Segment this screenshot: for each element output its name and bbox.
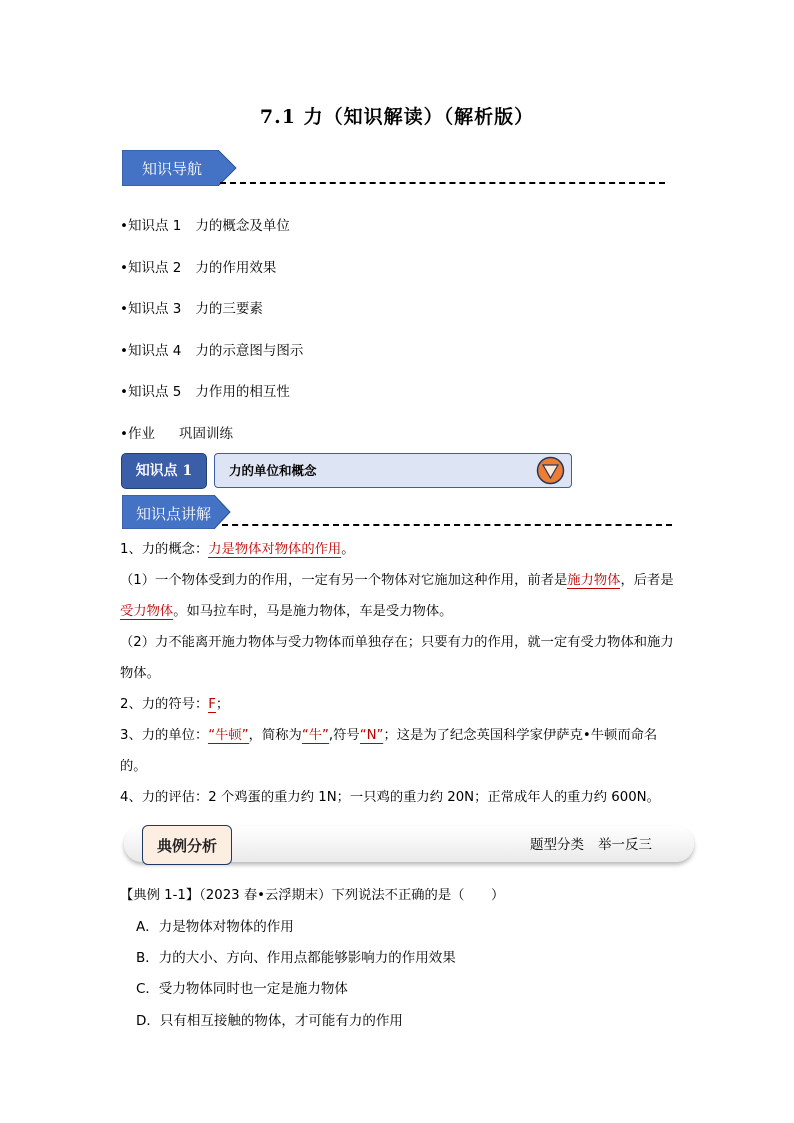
paragraph [120,565,676,627]
highlight: “牛顿” [208,728,249,743]
option-b: B．力的大小、方向、作用点都能够影响力的作用效果 [136,950,456,966]
text: 3、力的单位： [120,728,209,743]
text: 。 [341,542,355,557]
kp-badge: 知识点 1 [121,453,207,489]
text: 2、力的符号： [120,697,209,712]
toc-item [120,256,276,276]
toc-text: 力的三要素 [195,301,263,317]
text: 题型分类 [530,837,584,853]
page-title: 7.1 力（知识解读）（解析版） [259,106,535,128]
highlight: 受力物体 [120,604,174,619]
explain-banner-label: 知识点讲解 [136,505,212,523]
question-stem: 【典例 1-1】（2023 春•云浮期末）下列说法不正确的是（ ） [120,888,505,903]
paragraph: （2）力不能离开施力物体与受力物体而单独存在；只要有力的作用，就一定有受力物体和施力物体。 [120,635,674,681]
divider [220,182,665,184]
toc-text: 力的概念及单位 [195,218,290,234]
highlight: F [208,697,216,712]
highlight: “N” [359,728,384,743]
toc-label: •知识点 1 [120,218,182,234]
toc-text: 力的作用效果 [195,260,277,276]
example-subtitle [530,833,652,853]
divider [222,524,672,526]
paragraph [120,720,676,782]
toc-item [120,214,290,234]
toc-item [120,297,263,317]
toc-text: 力的示意图与图示 [195,343,304,359]
option-a: A．力是物体对物体的作用 [136,919,294,935]
kp-title: 力的单位和概念 [229,463,317,478]
text: 举一反三 [598,837,652,853]
toc-item [120,380,290,400]
toc-item [120,422,233,442]
paragraph: 4、力的评估：2 个鸡蛋的重力约 1N；一只鸡的重力约 20N；正常成年人的重力约 600N。 [120,790,660,805]
nav-banner [122,150,238,186]
text: ，简称为 [248,728,302,743]
paragraph [120,534,676,565]
toc-label: •作业 [120,426,155,442]
toc-label: •知识点 4 [120,343,182,359]
toc-text: 巩固训练 [178,426,233,442]
highlight: 施力物体 [567,573,621,588]
toc-item [120,339,303,359]
text: ，后者是 [620,573,674,588]
chevron-down-icon [536,456,565,489]
highlight: “牛” [301,728,329,743]
text: 。如马拉车时，马是施力物体，车是受力物体。 [173,604,453,619]
explain-banner [122,495,232,529]
highlight: 力是物体对物体的作用 [208,542,342,557]
text: ；这是为了纪念英国科学家伊萨克•牛顿而命名的。 [120,728,658,774]
option-c: C．受力物体同时也一定是施力物体 [136,981,348,997]
text: ,符号 [328,728,360,743]
toc-text: 力作用的相互性 [195,384,290,400]
text: 1、力的概念： [120,542,209,557]
toc-label: •知识点 5 [120,384,182,400]
toc-label: •知识点 3 [120,301,182,317]
option-d: D．只有相互接触的物体，才可能有力的作用 [136,1013,403,1029]
nav-banner-label: 知识导航 [142,160,203,178]
text: （1）一个物体受到力的作用，一定有另一个物体对它施加这种作用，前者是 [120,573,568,588]
toc-label: •知识点 2 [120,260,182,276]
example-tab: 典例分析 [142,825,232,865]
kp-title-bar [214,453,572,488]
paragraph [120,689,676,720]
text: ； [215,697,230,712]
